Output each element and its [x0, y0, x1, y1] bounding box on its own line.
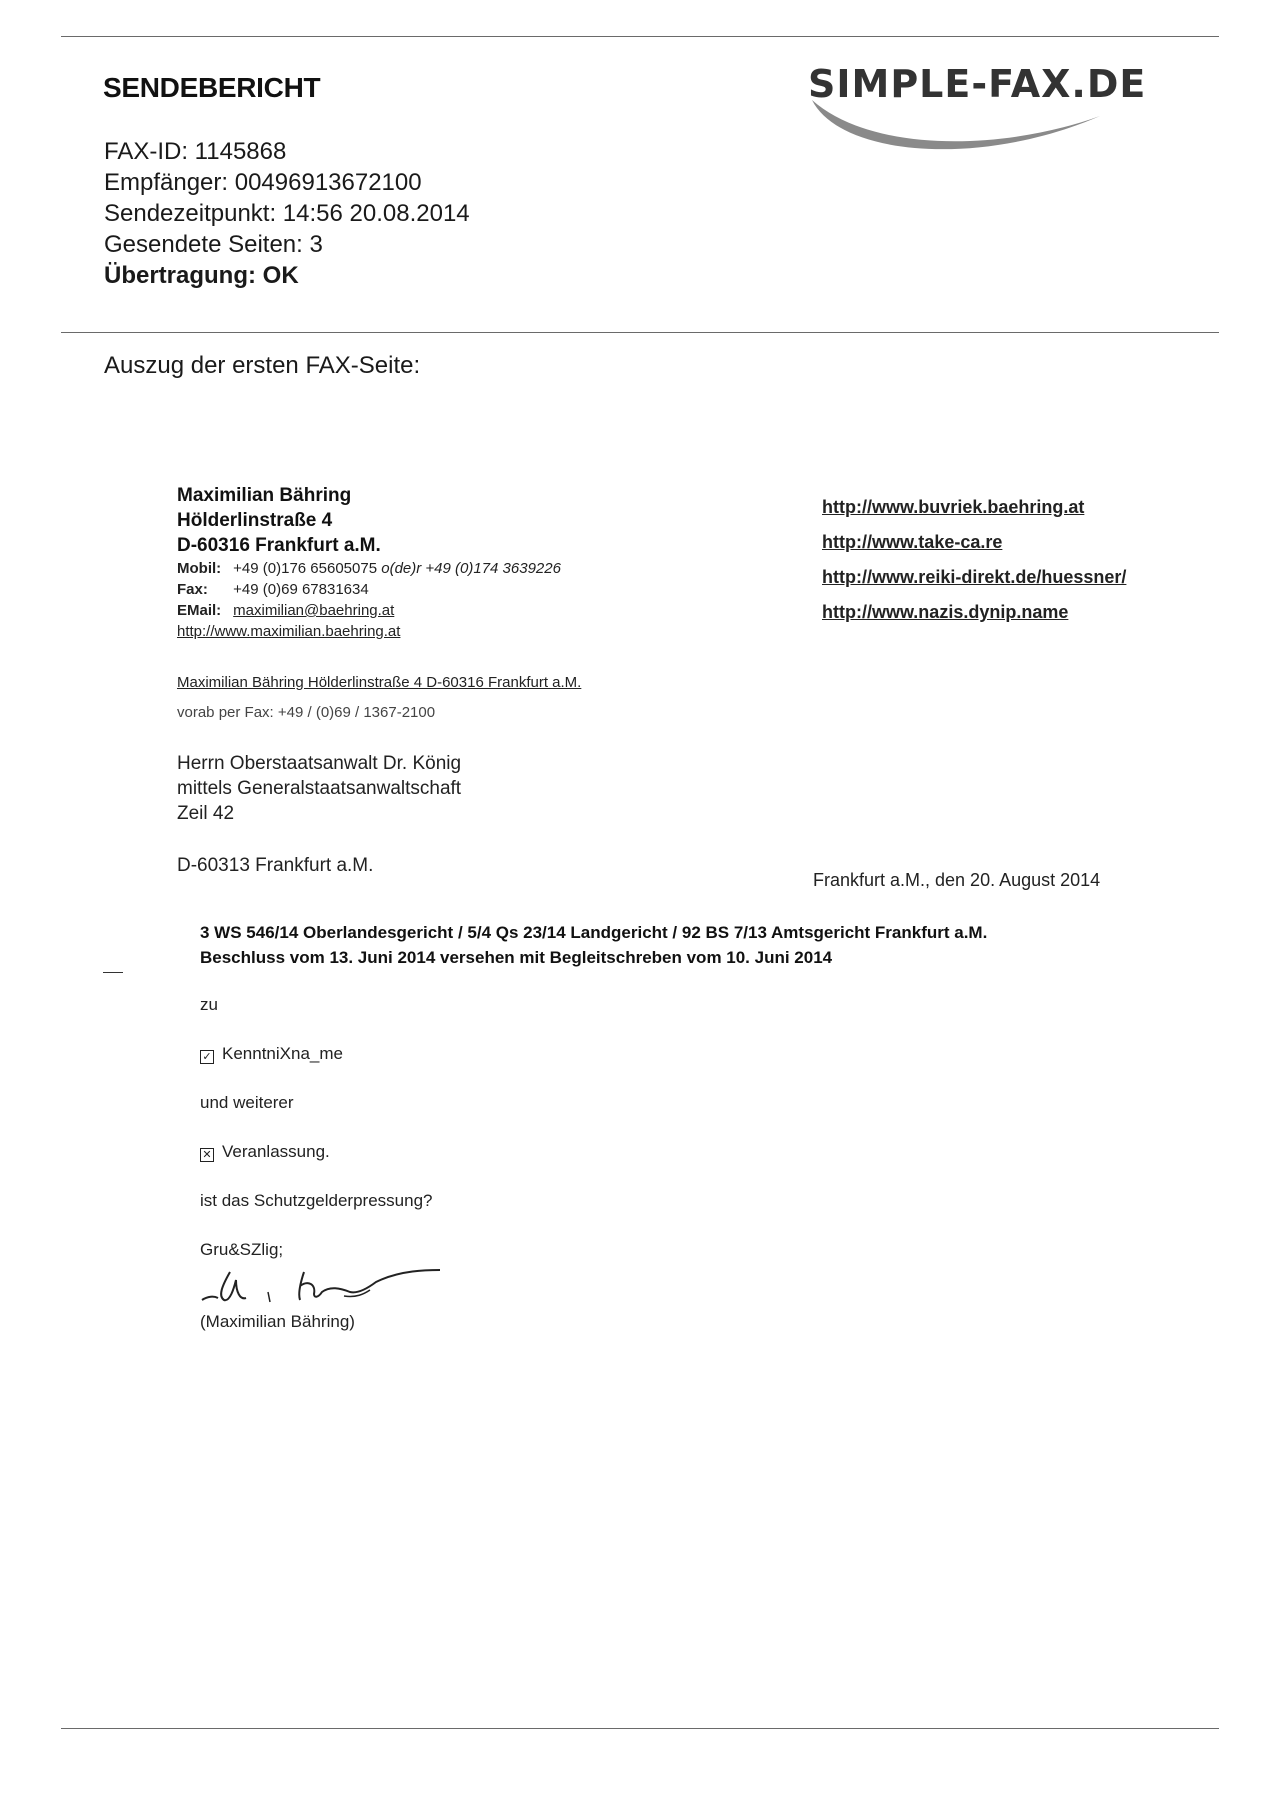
und-weiterer-text: und weiterer	[200, 1093, 294, 1112]
recipient-city: D-60313 Frankfurt a.M.	[177, 855, 374, 876]
send-time: Sendezeitpunkt: 14:56 20.08.2014	[104, 200, 470, 227]
fax-id: FAX-ID: 1145868	[104, 138, 287, 165]
sender-contact	[177, 558, 561, 642]
link-buvriek[interactable]: http://www.buvriek.baehring.at	[822, 497, 1085, 517]
email-link[interactable]: maximilian@baehring.at	[233, 602, 395, 619]
fax-value: +49 (0)69 67831634	[233, 581, 369, 598]
check-item-kenntnis	[200, 1044, 343, 1064]
zu-text: zu	[200, 995, 218, 1014]
fax-label: Fax:	[177, 581, 208, 598]
checked-box-icon: ✓	[200, 1050, 214, 1064]
check-label-kenntnis: KenntniXna_me	[222, 1044, 343, 1063]
return-address: Maximilian Bähring Hölderlinstraße 4 D-60316 Frankfurt a.M.	[177, 674, 582, 691]
link-take-care[interactable]: http://www.take-ca.re	[822, 532, 1003, 552]
signature-name: (Maximilian Bähring)	[200, 1312, 355, 1331]
sender-name: Maximilian Bähring	[177, 485, 352, 506]
recipient-number: Empfänger: 00496913672100	[104, 169, 422, 196]
link-list	[822, 490, 1126, 630]
recipient-address	[177, 751, 461, 826]
bottom-divider	[61, 1728, 1219, 1729]
transmission-status: Übertragung: OK	[104, 262, 299, 289]
recipient-line-1: Herrn Oberstaatsanwalt Dr. König	[177, 753, 462, 774]
check-item-veranlassung	[200, 1142, 330, 1162]
sender-city: D-60316 Frankfurt a.M.	[177, 535, 381, 556]
letter-date: Frankfurt a.M., den 20. August 2014	[813, 870, 1101, 890]
vorab-fax: vorab per Fax: +49 / (0)69 / 1367-2100	[177, 704, 436, 721]
report-title: SENDEBERICHT	[103, 72, 321, 103]
simple-fax-logo	[800, 56, 1200, 166]
header-divider	[61, 332, 1219, 333]
website-link[interactable]: http://www.maximilian.baehring.at	[177, 623, 401, 640]
mobil-row	[177, 558, 561, 579]
report-meta	[104, 136, 470, 291]
sender-address	[177, 483, 381, 558]
subject-line-1: 3 WS 546/14 Oberlandesgericht / 5/4 Qs 23/14 Landgericht / 92 BS 7/13 Amtsgericht Frankfurt a.M.	[200, 923, 988, 942]
website-row	[177, 621, 561, 642]
recipient-line-3: Zeil 42	[177, 803, 235, 824]
fold-mark	[103, 972, 123, 973]
mobil-value: +49 (0)176 65605075	[233, 560, 378, 577]
email-row	[177, 600, 561, 621]
pages-sent: Gesendete Seiten: 3	[104, 231, 323, 258]
link-nazis[interactable]: http://www.nazis.dynip.name	[822, 602, 1069, 622]
question-text: ist das Schutzgelderpressung?	[200, 1191, 433, 1210]
crossed-box-icon: ✕	[200, 1148, 214, 1162]
excerpt-label: Auszug der ersten FAX-Seite:	[104, 352, 421, 379]
sender-street: Hölderlinstraße 4	[177, 510, 333, 531]
subject-line-2: Beschluss vom 13. Juni 2014 versehen mit Begleitschreben vom 10. Juni 2014	[200, 948, 833, 967]
recipient-line-2: mittels Generalstaatsanwaltschaft	[177, 778, 462, 799]
check-label-veranlassung: Veranlassung.	[222, 1142, 330, 1161]
logo-text: SIMPLE-FAX.DE	[808, 62, 1147, 106]
mobil-alt: o(de)r +49 (0)174 3639226	[381, 560, 561, 577]
fax-row	[177, 579, 561, 600]
link-reiki[interactable]: http://www.reiki-direkt.de/huessner/	[822, 567, 1127, 587]
subject	[200, 920, 987, 970]
greeting-text: Gru&SZlig;	[200, 1240, 284, 1259]
mobil-label: Mobil:	[177, 560, 222, 577]
signature-icon	[200, 1262, 450, 1312]
top-divider	[61, 36, 1219, 37]
email-label: EMail:	[177, 602, 222, 619]
